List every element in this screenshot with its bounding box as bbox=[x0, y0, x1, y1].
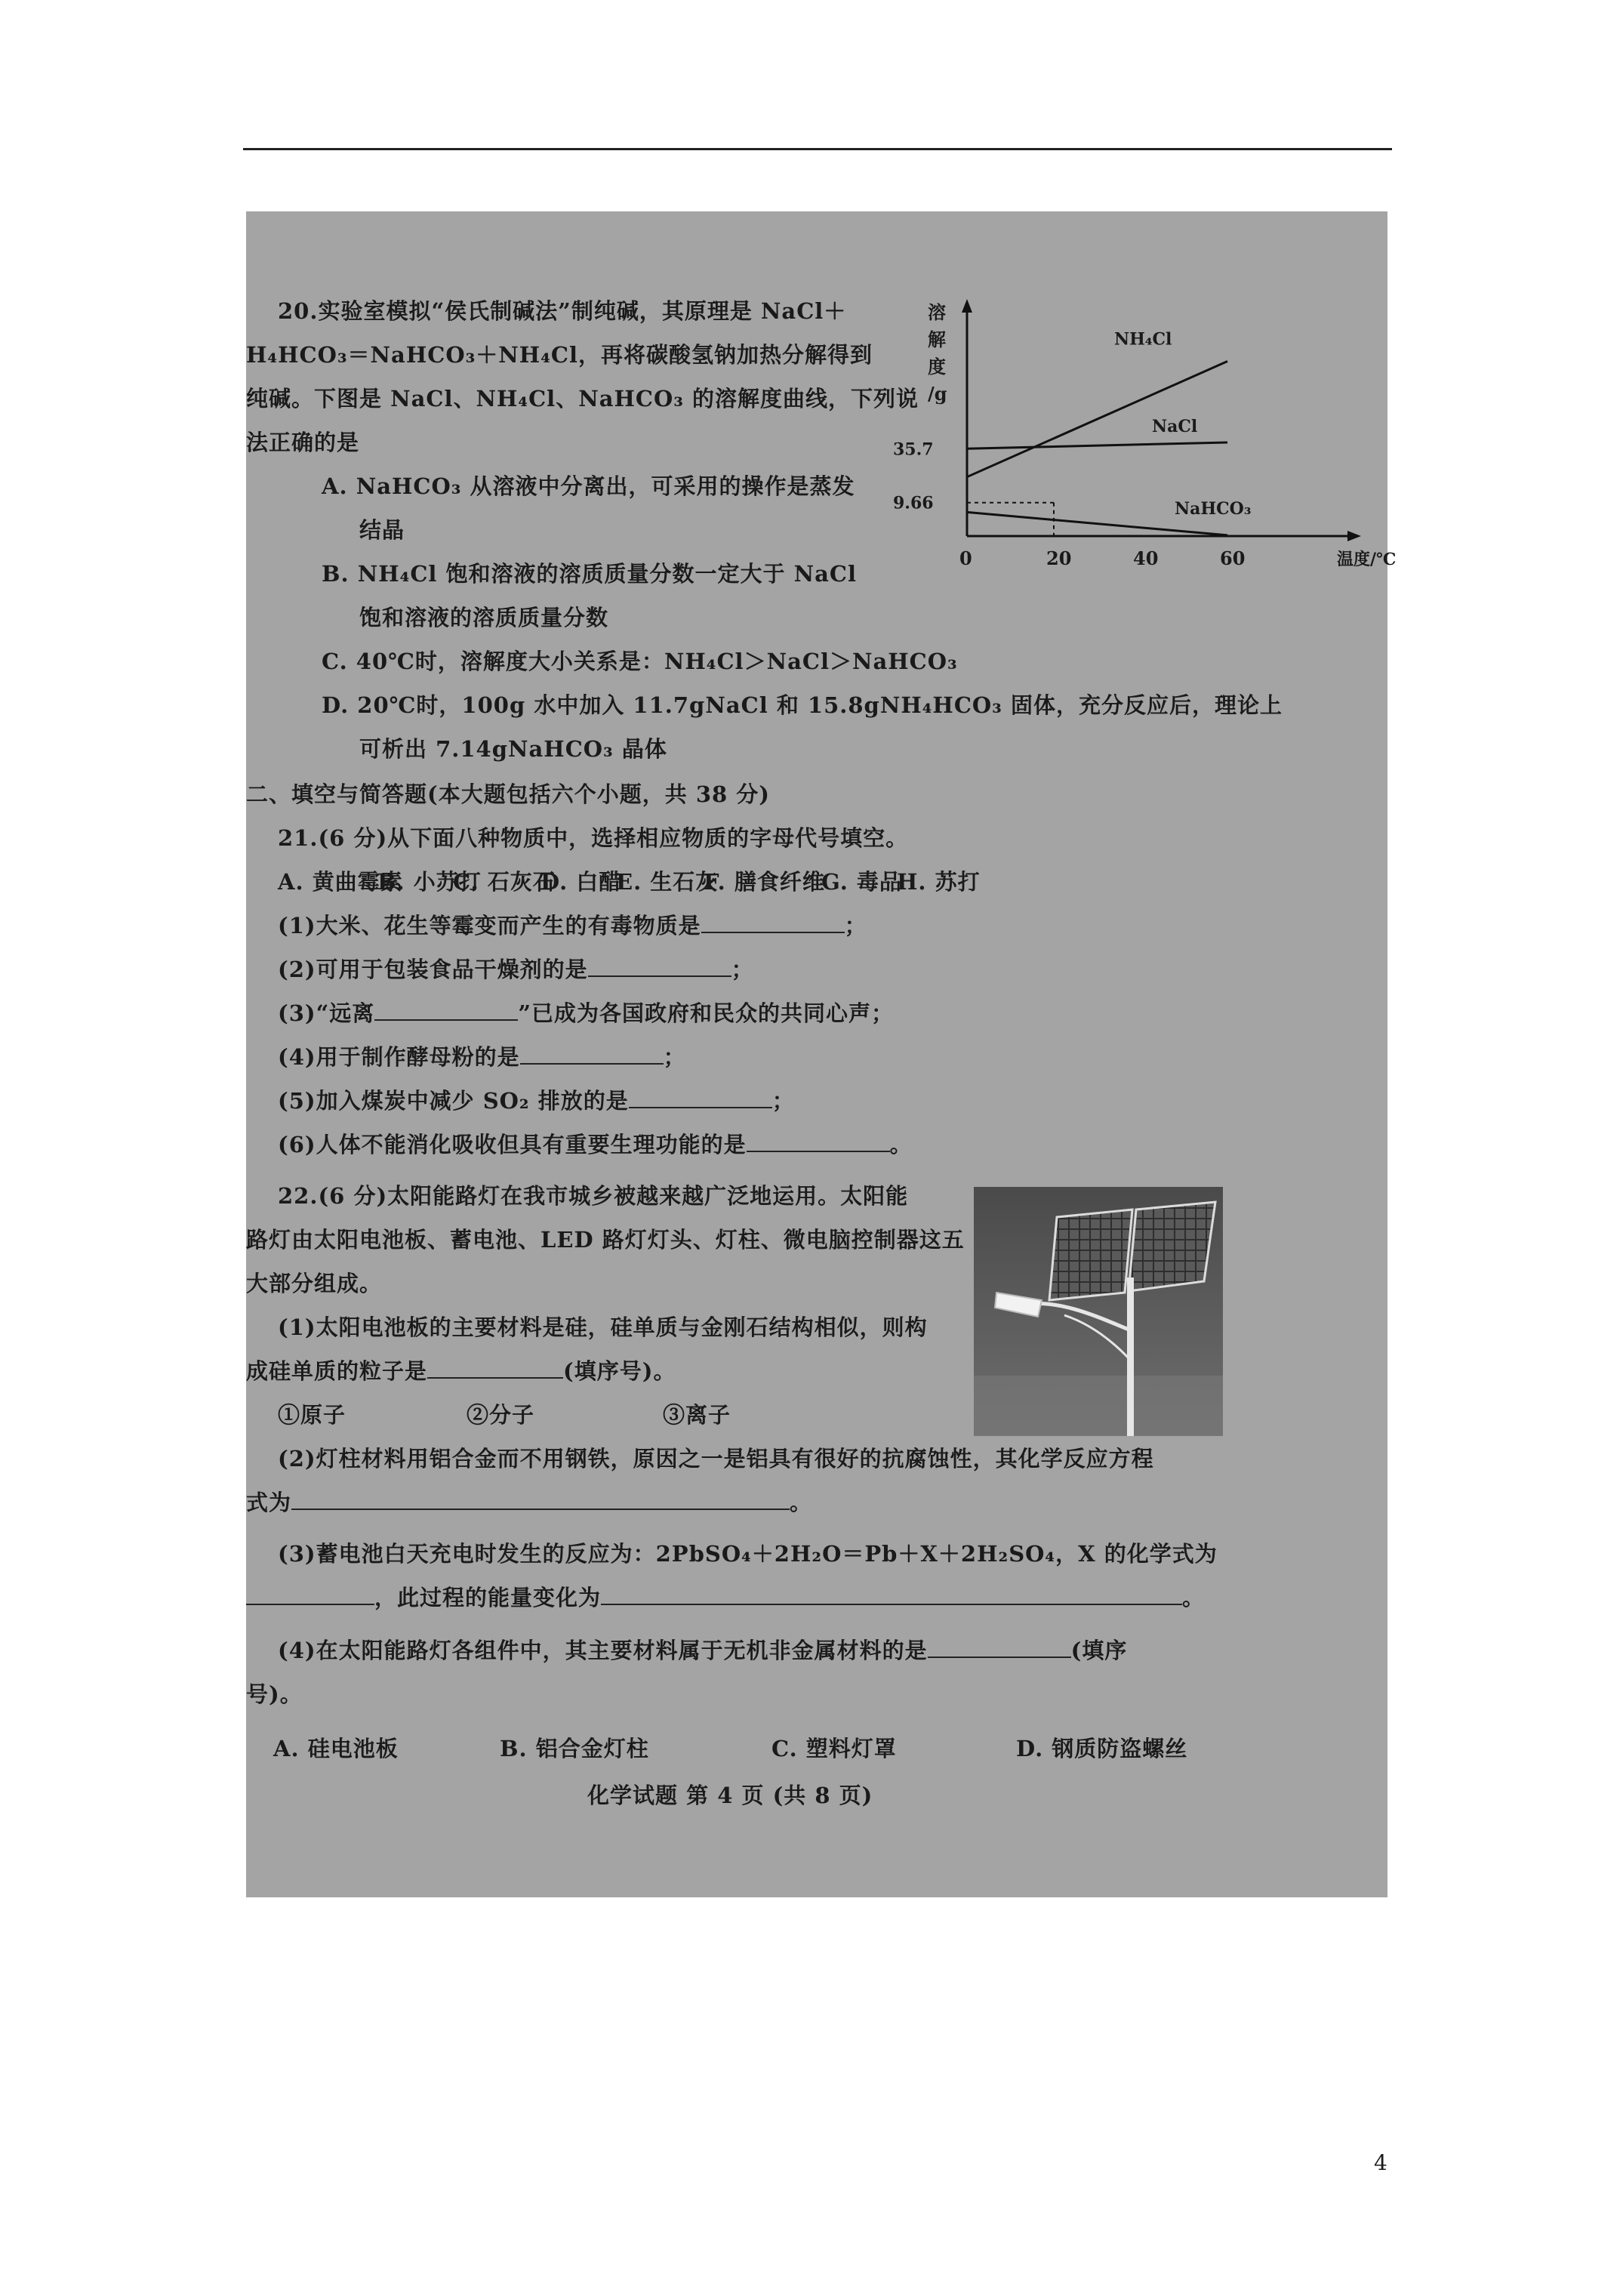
q21-answer-blank-3[interactable] bbox=[374, 1000, 518, 1021]
q21-item-1-text: (1)大米、花生等霉变而产生的有毒物质是 bbox=[278, 913, 701, 938]
top-rule bbox=[243, 148, 1392, 150]
q22-line-3: 大部分组成。 bbox=[246, 1271, 383, 1296]
solubility-chart bbox=[892, 287, 1397, 581]
x-tick-label: 20 bbox=[1046, 547, 1072, 569]
x-axis-arrow bbox=[1347, 531, 1361, 541]
y-axis-label-char: /g bbox=[928, 383, 947, 405]
x-tick-label: 60 bbox=[1220, 547, 1246, 569]
nacl-line bbox=[967, 442, 1227, 448]
solar-street-light-photo bbox=[974, 1187, 1223, 1436]
q21-item-4 bbox=[278, 1043, 686, 1071]
q20-line-3: 纯碱。下图是 NaCl、NH₄Cl、NaHCO₃ 的溶解度曲线，下列说 bbox=[246, 386, 919, 411]
q21-item-5-text: (5)加入煤炭中减少 SO₂ 排放的是 bbox=[278, 1088, 629, 1114]
x-tick-label: 40 bbox=[1133, 547, 1159, 569]
q22-line-4: (1)太阳电池板的主要材料是硅，硅单质与金刚石结构相似，则构 bbox=[278, 1314, 928, 1340]
q21-item-4-end: ； bbox=[663, 1044, 686, 1070]
q21-item-3-end: ”已成为各国政府和民众的共同心声； bbox=[518, 1000, 894, 1026]
q22-p3-line-1: (3)蓄电池白天充电时发生的反应为：2PbSO₄＋2H₂O＝Pb＋X＋2H₂SO₄，X 的化学式为 bbox=[278, 1541, 1218, 1567]
q21-stem: 21.(6 分)从下面八种物质中，选择相应物质的字母代号填空。 bbox=[278, 825, 909, 851]
q22-line-1: 22.(6 分)太阳能路灯在我市城乡被越来越广泛地运用。太阳能 bbox=[278, 1183, 909, 1209]
q21-answer-blank-4[interactable] bbox=[520, 1043, 664, 1065]
q20-line-1: 20.实验室模拟“侯氏制碱法”制纯碱，其原理是 NaCl＋ bbox=[278, 298, 847, 324]
q22-p4-line-2: 号)。 bbox=[246, 1681, 303, 1707]
q20-option-d-2: 可析出 7.14gNaHCO₃ 晶体 bbox=[359, 736, 667, 762]
q22-p1-choices bbox=[278, 1401, 731, 1428]
q20-option-b-2: 饱和溶液的溶质质量分数 bbox=[359, 605, 609, 630]
q22-choice-molecule: ②分子 bbox=[467, 1402, 535, 1428]
nacl-label: NaCl bbox=[1152, 416, 1198, 436]
q22-answer-blank-5[interactable] bbox=[928, 1637, 1071, 1658]
q22-p4-options bbox=[273, 1735, 1187, 1762]
q22-p1-text: 成硅单质的粒子是 bbox=[246, 1358, 428, 1384]
y-axis-label-char: 解 bbox=[928, 328, 946, 350]
q21-options bbox=[278, 868, 981, 895]
q22-option-d: D. 钢质防盗螺丝 bbox=[1016, 1736, 1188, 1761]
q22-choice-atom: ①原子 bbox=[278, 1402, 346, 1428]
section2-title: 二、填空与简答题(本大题包括六个小题，共 38 分) bbox=[246, 781, 770, 807]
q22-p2-line-2 bbox=[246, 1489, 812, 1516]
q21-item-1 bbox=[278, 912, 867, 939]
q20-option-d-1: D. 20℃时，100g 水中加入 11.7gNaCl 和 15.8gNH₄HCO₃ 固体，充分反应后，理论上 bbox=[322, 692, 1283, 718]
q22-answer-blank-3[interactable] bbox=[246, 1584, 374, 1605]
q22-p4-text: (4)在太阳能路灯各组件中，其主要材料属于无机非金属材料的是 bbox=[278, 1638, 928, 1663]
y-axis-label-char: 溶 bbox=[928, 301, 946, 323]
q21-item-2-end: ； bbox=[731, 957, 754, 982]
q21-option-f: F. 膳食纤维 bbox=[704, 869, 825, 895]
q21-option-d: D. 白醋 bbox=[540, 869, 622, 895]
q21-item-3 bbox=[278, 1000, 894, 1027]
q21-option-g: G. 毒品 bbox=[821, 869, 902, 895]
q21-item-4-text: (4)用于制作酵母粉的是 bbox=[278, 1044, 520, 1070]
q22-p4-end: (填序 bbox=[1070, 1638, 1128, 1663]
q21-answer-blank-1[interactable] bbox=[701, 912, 845, 933]
q21-item-6-end: 。 bbox=[889, 1132, 913, 1157]
q22-line-2: 路灯由太阳电池板、蓄电池、LED 路灯灯头、灯柱、微电脑控制器这五 bbox=[246, 1227, 965, 1253]
q20-option-a-1: A. NaHCO₃ 从溶液中分离出，可采用的操作是蒸发 bbox=[322, 473, 855, 499]
q22-p2-text: 式为 bbox=[246, 1490, 292, 1515]
q22-p4-line-1 bbox=[278, 1637, 1127, 1664]
q21-item-5 bbox=[278, 1087, 795, 1114]
q22-choice-ion: ③离子 bbox=[663, 1402, 731, 1428]
nh4cl-label: NH₄Cl bbox=[1114, 329, 1172, 350]
x-tick-label: 0 bbox=[959, 547, 972, 569]
y-tick-label-9-66: 9.66 bbox=[893, 493, 934, 513]
q21-item-3-text: (3)“远离 bbox=[278, 1000, 375, 1026]
q21-option-h: H. 苏打 bbox=[897, 869, 981, 895]
q21-answer-blank-6[interactable] bbox=[747, 1131, 890, 1152]
q21-item-6 bbox=[278, 1131, 913, 1158]
q21-item-2-text: (2)可用于包装食品干燥剂的是 bbox=[278, 957, 588, 982]
scanned-page bbox=[246, 211, 1397, 1897]
q20-option-a-2: 结晶 bbox=[359, 517, 405, 543]
q22-option-c: C. 塑料灯罩 bbox=[771, 1736, 897, 1761]
q21-item-2 bbox=[278, 956, 754, 983]
q21-item-1-end: ； bbox=[844, 913, 867, 938]
q22-p2-line-1: (2)灯柱材料用铝合金而不用钢铁，原因之一是铝具有很好的抗腐蚀性，其化学反应方程 bbox=[278, 1446, 1154, 1472]
q21-option-b: B. 小苏打 bbox=[377, 869, 482, 895]
q22-answer-blank-2[interactable] bbox=[291, 1489, 790, 1510]
page-number: 4 bbox=[1374, 2150, 1387, 2175]
q20-option-c: C. 40℃时，溶解度大小关系是：NH₄Cl＞NaCl＞NaHCO₃ bbox=[322, 649, 958, 674]
q21-option-a: A. 黄曲霉素 bbox=[278, 869, 403, 895]
q22-p2-end: 。 bbox=[790, 1490, 813, 1515]
q21-option-e: E. 生石灰 bbox=[616, 869, 719, 895]
q20-line-4: 法正确的是 bbox=[246, 430, 360, 455]
q22-answer-blank-4[interactable] bbox=[601, 1584, 1182, 1605]
q21-option-c: C. 石灰石 bbox=[453, 869, 556, 895]
q20-line-2: H₄HCO₃＝NaHCO₃＋NH₄Cl，再将碳酸氢钠加热分解得到 bbox=[246, 342, 873, 368]
x-axis-label: 温度/℃ bbox=[1337, 550, 1397, 569]
page-footer: 化学试题 第 4 页 (共 8 页) bbox=[587, 1783, 873, 1808]
q22-answer-blank-1[interactable] bbox=[427, 1358, 563, 1379]
y-axis-label-char: 度 bbox=[928, 356, 946, 378]
q21-answer-blank-2[interactable] bbox=[588, 956, 731, 977]
q22-option-b: B. 铝合金灯柱 bbox=[500, 1736, 649, 1761]
q22-p3-end: 。 bbox=[1182, 1585, 1206, 1610]
q21-item-6-text: (6)人体不能消化吸收但具有重要生理功能的是 bbox=[278, 1132, 747, 1157]
y-tick-label-35-7: 35.7 bbox=[893, 439, 934, 460]
q21-answer-blank-5[interactable] bbox=[629, 1087, 772, 1108]
q22-p1-end: (填序号)。 bbox=[563, 1358, 676, 1384]
q20-option-b-1: B. NH₄Cl 饱和溶液的溶质质量分数一定大于 NaCl bbox=[322, 561, 857, 587]
y-axis-arrow bbox=[962, 299, 972, 313]
q21-item-5-end: ； bbox=[771, 1088, 795, 1114]
q22-option-a: A. 硅电池板 bbox=[273, 1736, 399, 1761]
q22-p3-text: ，此过程的能量变化为 bbox=[374, 1585, 602, 1610]
nahco3-label: NaHCO₃ bbox=[1175, 498, 1252, 519]
q22-p1-line-2 bbox=[246, 1358, 676, 1385]
q22-p3-line-2 bbox=[246, 1584, 1205, 1611]
